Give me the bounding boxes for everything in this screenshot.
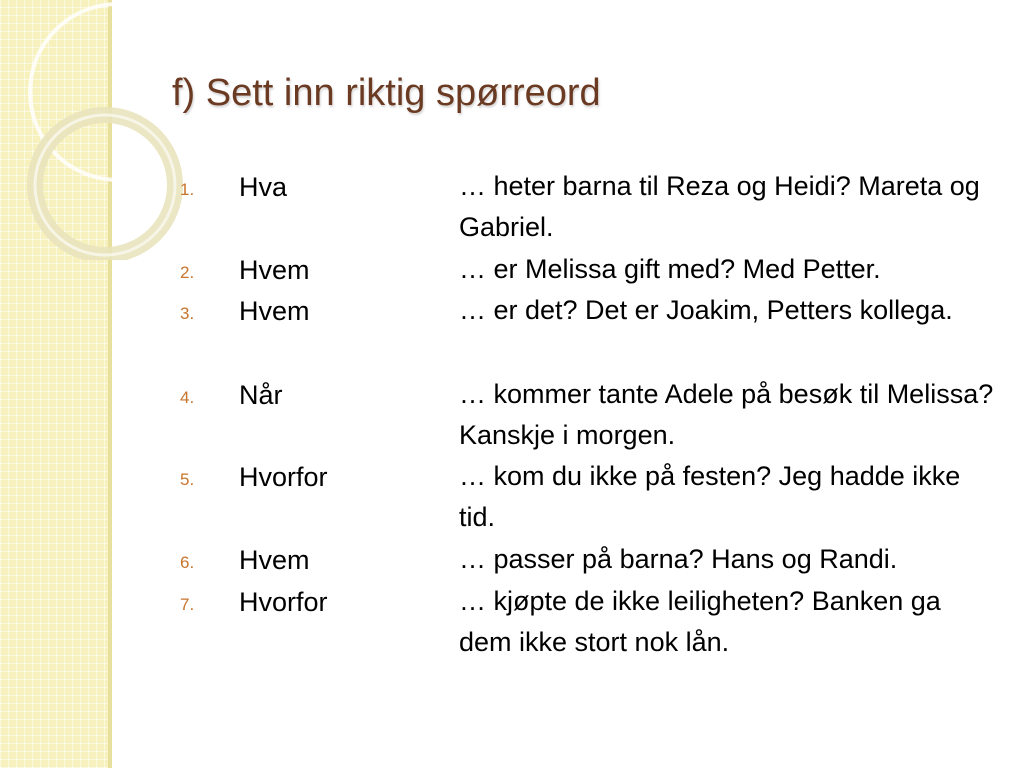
item-number: 6. (180, 553, 195, 572)
decorative-ring-highlight (35, 115, 175, 255)
question-text: … kjøpte de ikke leiligheten? Banken ga dem ikke stort nok lån. (459, 586, 941, 657)
decorative-rings (0, 0, 220, 260)
question-word: Hvem (239, 545, 310, 575)
question-text: … kommer tante Adele på besøk til Melissa? Kanskje i morgen. (459, 379, 994, 450)
question-word: Hvorfor (239, 587, 328, 617)
question-word: Hvem (239, 296, 310, 326)
question-text: … er det? Det er Joakim, Petters kollega. (459, 295, 953, 325)
item-number: 3. (180, 304, 195, 323)
question-text: … er Melissa gift med? Med Petter. (459, 254, 881, 284)
slide-title: f) Sett inn riktig spørreord (172, 72, 601, 114)
question-text: … kom du ikke på festen? Jeg hadde ikke tid. (459, 461, 961, 532)
item-number: 4. (180, 388, 195, 407)
question-word: Hvorfor (239, 462, 328, 492)
question-word: Hva (239, 172, 288, 202)
item-number: 1. (180, 180, 195, 199)
question-text: … passer på barna? Hans og Randi. (459, 544, 898, 574)
item-number: 5. (180, 470, 195, 489)
question-text: … heter barna til Reza og Heidi? Mareta og Gabriel. (459, 171, 980, 242)
question-word: Hvem (239, 255, 310, 285)
item-number: 2. (180, 263, 195, 282)
item-number: 7. (180, 595, 195, 614)
question-word: Når (239, 380, 283, 410)
